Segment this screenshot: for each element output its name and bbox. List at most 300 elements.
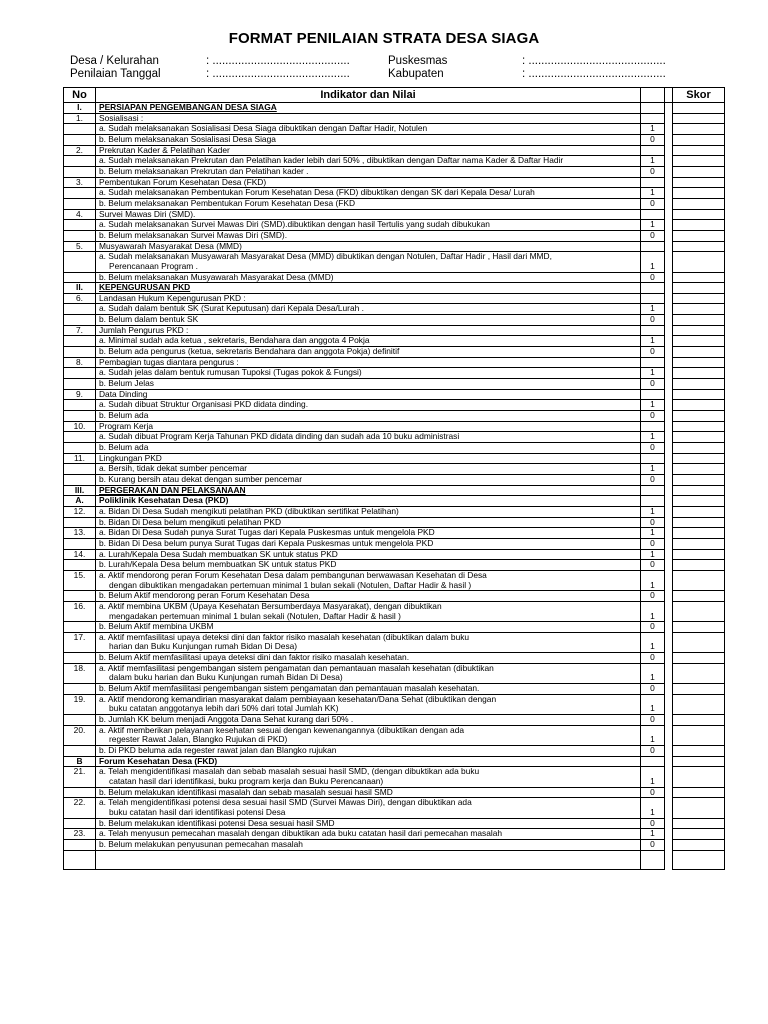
indicator-value: 0 bbox=[641, 653, 665, 664]
table-row bbox=[64, 220, 725, 231]
indicator-text: a. Sudah dibuat Struktur Organisasi PKD didata dinding. bbox=[99, 399, 309, 410]
indicator-value: 0 bbox=[641, 474, 665, 485]
table-header-row bbox=[64, 88, 725, 103]
indicator-value: 1 bbox=[641, 528, 665, 539]
indicator-cell bbox=[96, 663, 641, 683]
indicator-cell bbox=[96, 198, 641, 209]
indicator-value: 0 bbox=[641, 715, 665, 726]
indicator-value: 0 bbox=[641, 818, 665, 829]
indicator-cell bbox=[96, 767, 641, 787]
indicator-text: Musyawarah Masyarakat Desa (MMD) bbox=[99, 241, 242, 251]
row-number: 13. bbox=[64, 528, 96, 539]
page-title: FORMAT PENILAIAN STRATA DESA SIAGA bbox=[228, 30, 540, 47]
indicator-text: b. Belum ada pengurus (ketua, sekretaris Bendahara dan anggota Pokja) definitif bbox=[99, 346, 400, 357]
indicator-text: Survei Mawas Diri (SMD). bbox=[99, 209, 196, 219]
table-row bbox=[64, 283, 725, 294]
indicator-value: 1 bbox=[641, 570, 665, 590]
indicator-text: a. Sudah melaksanakan Survei Mawas Diri (SMD).dibuktikan dengan hasil Tertulis yang sudah dibukukan bbox=[99, 219, 490, 230]
column-gap bbox=[665, 379, 673, 390]
indicator-text: a. Telah mengidentifikasi potensi desa sesuai hasil SMD (Survei Mawas Diri), dengan dibuktikan ada bbox=[99, 797, 472, 808]
column-gap bbox=[665, 357, 673, 368]
column-gap bbox=[665, 622, 673, 633]
indicator-value: 0 bbox=[641, 315, 665, 326]
indicator-text: mengadakan pertemuan minimal 1 bulan sekali (Notulen, Daftar Hadir & hasil ) bbox=[109, 610, 401, 621]
column-gap bbox=[665, 464, 673, 475]
indicator-text: b. Jumlah KK belum menjadi Anggota Dana Sehat kurang dari 50% . bbox=[99, 714, 354, 725]
row-number bbox=[64, 304, 96, 315]
indicator-cell bbox=[96, 570, 641, 590]
indicator-cell bbox=[96, 432, 641, 443]
indicator-cell bbox=[96, 632, 641, 652]
column-gap bbox=[665, 443, 673, 454]
indicator-cell bbox=[96, 411, 641, 422]
column-gap bbox=[665, 485, 673, 496]
row-number bbox=[64, 538, 96, 549]
indicator-cell bbox=[96, 622, 641, 633]
score-cell[interactable] bbox=[673, 400, 725, 411]
indicator-cell bbox=[96, 560, 641, 571]
score-cell[interactable] bbox=[673, 283, 725, 294]
indicator-text: a. Aktif mendorong peran Forum Kesehatan Desa dalam pembangunan berwawasan Kesehatan di Desa bbox=[99, 570, 487, 580]
table-row bbox=[64, 787, 725, 798]
column-gap bbox=[665, 283, 673, 294]
column-gap bbox=[665, 787, 673, 798]
score-cell[interactable] bbox=[673, 315, 725, 326]
score-cell[interactable] bbox=[673, 103, 725, 114]
column-gap bbox=[665, 188, 673, 199]
table-row bbox=[64, 241, 725, 252]
row-number bbox=[64, 517, 96, 528]
column-gap bbox=[665, 325, 673, 336]
table-row bbox=[64, 145, 725, 156]
row-number: 15. bbox=[64, 570, 96, 590]
assessment-table bbox=[63, 87, 725, 870]
table-row bbox=[64, 601, 725, 621]
table-row bbox=[64, 230, 725, 241]
table-row bbox=[64, 134, 725, 145]
row-number bbox=[64, 464, 96, 475]
score-cell[interactable] bbox=[673, 560, 725, 571]
row-number bbox=[64, 379, 96, 390]
row-number bbox=[64, 474, 96, 485]
indicator-cell bbox=[96, 283, 641, 294]
row-number bbox=[64, 368, 96, 379]
indicator-text: dalam buku harian dan Buku Kunjungan rumah Bidan Di Desa) bbox=[109, 672, 343, 683]
indicator-value bbox=[641, 241, 665, 252]
row-number: 4. bbox=[64, 209, 96, 220]
indicator-text: a. Sudah melaksanakan Musyawarah Masyarakat Desa (MMD) dibuktikan dengan Notulen, Daftar Hadir , Hasil dari MMD, bbox=[99, 251, 552, 262]
indicator-text: a. Telah menyusun pemecahan masalah dengan dibuktikan ada buku catatan hasil dari pemecahan masalah bbox=[99, 828, 503, 839]
score-cell[interactable] bbox=[673, 113, 725, 124]
row-number: 23. bbox=[64, 829, 96, 840]
score-cell[interactable] bbox=[673, 272, 725, 283]
indicator-cell bbox=[96, 103, 641, 114]
row-number bbox=[64, 220, 96, 231]
indicator-cell bbox=[96, 315, 641, 326]
column-gap bbox=[665, 198, 673, 209]
row-number: 17. bbox=[64, 632, 96, 652]
score-cell[interactable] bbox=[673, 209, 725, 220]
score-cell[interactable] bbox=[673, 746, 725, 757]
score-cell[interactable] bbox=[673, 798, 725, 818]
indicator-value bbox=[641, 453, 665, 464]
score-cell[interactable] bbox=[673, 156, 725, 167]
indicator-value: 0 bbox=[641, 517, 665, 528]
score-cell[interactable] bbox=[673, 220, 725, 231]
indicator-cell bbox=[96, 549, 641, 560]
column-gap bbox=[665, 850, 673, 869]
table-row bbox=[64, 485, 725, 496]
score-cell[interactable] bbox=[673, 694, 725, 714]
row-number bbox=[64, 124, 96, 135]
score-cell[interactable] bbox=[673, 421, 725, 432]
indicator-text: a. Sudah dalam bentuk SK (Surat Keputusan) dari Kepala Desa/Lurah . bbox=[99, 303, 364, 314]
score-cell[interactable] bbox=[673, 241, 725, 252]
indicator-value: 0 bbox=[641, 347, 665, 358]
row-number bbox=[64, 715, 96, 726]
row-number bbox=[64, 252, 96, 272]
score-cell[interactable] bbox=[673, 432, 725, 443]
indicator-value bbox=[641, 756, 665, 767]
column-gap bbox=[665, 103, 673, 114]
row-number: 7. bbox=[64, 325, 96, 336]
score-cell[interactable] bbox=[673, 368, 725, 379]
indicator-text: b. Di PKD beluma ada regester rawat jalan dan Blangko rujukan bbox=[99, 745, 337, 756]
column-gap bbox=[665, 767, 673, 787]
row-number bbox=[64, 787, 96, 798]
table-row bbox=[64, 715, 725, 726]
score-cell[interactable] bbox=[673, 538, 725, 549]
table-row bbox=[64, 421, 725, 432]
indicator-cell bbox=[96, 379, 641, 390]
indicator-text: b. Belum melakukan identifikasi potensi Desa sesuai hasil SMD bbox=[99, 818, 335, 828]
row-number: III. bbox=[64, 485, 96, 496]
indicator-text: b. Belum Jelas bbox=[99, 378, 154, 389]
indicator-text: Sosialisasi : bbox=[99, 113, 144, 123]
table-row bbox=[64, 839, 725, 850]
table-row bbox=[64, 400, 725, 411]
row-number bbox=[64, 400, 96, 411]
indicator-text: Jumlah Pengurus PKD : bbox=[99, 325, 189, 335]
indicator-text: a. Lurah/Kepala Desa Sudah membuatkan SK untuk status PKD bbox=[99, 549, 338, 559]
indicator-value: 1 bbox=[641, 632, 665, 652]
indicator-value: 0 bbox=[641, 166, 665, 177]
indicator-text: Perencanaan Program . bbox=[109, 260, 198, 271]
indicator-cell bbox=[96, 325, 641, 336]
indicator-cell bbox=[96, 538, 641, 549]
table-row bbox=[64, 756, 725, 767]
column-gap bbox=[665, 715, 673, 726]
table-row bbox=[64, 103, 725, 114]
score-cell[interactable] bbox=[673, 252, 725, 272]
indicator-text: a. Sudah melaksanakan Pembentukan Forum Kesehatan Desa (FKD) dibuktikan dengan SK dari Kepala Desa/ Lurah bbox=[99, 187, 535, 198]
table-row bbox=[64, 304, 725, 315]
indicator-cell bbox=[96, 347, 641, 358]
score-cell[interactable] bbox=[673, 591, 725, 602]
table-row bbox=[64, 725, 725, 745]
indicator-value: 0 bbox=[641, 538, 665, 549]
score-cell[interactable] bbox=[673, 528, 725, 539]
score-cell[interactable] bbox=[673, 632, 725, 652]
table-row bbox=[64, 560, 725, 571]
row-number: II. bbox=[64, 283, 96, 294]
indicator-value: 1 bbox=[641, 220, 665, 231]
score-cell[interactable] bbox=[673, 474, 725, 485]
indicator-cell bbox=[96, 230, 641, 241]
row-number: 6. bbox=[64, 293, 96, 304]
score-cell[interactable] bbox=[673, 453, 725, 464]
row-number: 21. bbox=[64, 767, 96, 787]
score-cell[interactable] bbox=[673, 336, 725, 347]
score-cell[interactable] bbox=[673, 347, 725, 358]
score-cell[interactable] bbox=[673, 787, 725, 798]
score-cell[interactable] bbox=[673, 517, 725, 528]
table-row bbox=[64, 591, 725, 602]
table-row bbox=[64, 347, 725, 358]
indicator-cell bbox=[96, 241, 641, 252]
indicator-cell bbox=[96, 517, 641, 528]
indicator-value: 1 bbox=[641, 464, 665, 475]
score-cell[interactable] bbox=[673, 443, 725, 454]
indicator-text: dengan dibuktikan mengadakan pertemuan minimal 1 bulan sekali (Notulen, Daftar Hadir & hasil ) bbox=[109, 579, 472, 590]
column-gap bbox=[665, 829, 673, 840]
indicator-text: b. Belum melakukan identifikasi masalah dan sebab masalah sesuai hasil SMD bbox=[99, 787, 393, 797]
indicator-text: b. Belum melaksanakan Survei Mawas Diri (SMD). bbox=[99, 230, 288, 240]
table-row bbox=[64, 474, 725, 485]
score-cell[interactable] bbox=[673, 506, 725, 517]
column-gap bbox=[665, 798, 673, 818]
indicator-text: Pembentukan Forum Kesehatan Desa (FKD) bbox=[99, 177, 267, 187]
row-number: 10. bbox=[64, 421, 96, 432]
column-gap bbox=[665, 818, 673, 829]
indicator-text: b. Bidan Di Desa belum mengikuti pelatihan PKD bbox=[99, 517, 282, 527]
score-cell[interactable] bbox=[673, 325, 725, 336]
indicator-text: a. Aktif memfasilitasi pengembangan sistem pengamatan dan pemantauan masalah kesehatan (dibuktikan bbox=[99, 663, 494, 673]
indicator-text: b. Belum Aktif memfasilitasi upaya deteksi dini dan faktor risiko masalah kesehatan. bbox=[99, 652, 410, 663]
score-cell[interactable] bbox=[673, 496, 725, 507]
score-cell[interactable] bbox=[673, 145, 725, 156]
column-header-score: Skor bbox=[673, 88, 725, 103]
indicator-text: KEPENGURUSAN PKD bbox=[99, 282, 191, 293]
score-cell[interactable] bbox=[673, 485, 725, 496]
score-cell[interactable] bbox=[673, 818, 725, 829]
row-number bbox=[64, 336, 96, 347]
score-cell[interactable] bbox=[673, 389, 725, 400]
indicator-text: a. Sudah jelas dalam bentuk rumusan Tupoksi (Tugas pokok & Fungsi) bbox=[99, 367, 362, 378]
score-cell[interactable] bbox=[673, 756, 725, 767]
indicator-value bbox=[641, 325, 665, 336]
indicator-text: buku catatan hasil dari identifikasi potensi Desa bbox=[109, 806, 286, 817]
row-number bbox=[64, 432, 96, 443]
indicator-cell bbox=[96, 421, 641, 432]
score-cell[interactable] bbox=[673, 188, 725, 199]
row-number: 2. bbox=[64, 145, 96, 156]
label-desa-kelurahan: Desa / Kelurahan bbox=[70, 55, 159, 67]
row-number: 22. bbox=[64, 798, 96, 818]
indicator-text: a. Sudah dibuat Program Kerja Tahunan PKD didata dinding dan sudah ada 10 buku administrasi bbox=[99, 431, 460, 442]
indicator-text: a. Sudah melaksanakan Prekrutan dan Pelatihan kader lebih dari 50% , dibuktikan dengan Daftar nama Kader & Daftar Hadir bbox=[99, 155, 564, 166]
label-penilaian-tanggal: Penilaian Tanggal bbox=[70, 68, 161, 80]
indicator-value: 1 bbox=[641, 368, 665, 379]
indicator-text: a. Telah mengidentifikasi masalah dan sebab masalah sesuai hasil SMD, (dengan dibuktikan ada buku bbox=[99, 766, 480, 777]
indicator-value bbox=[641, 389, 665, 400]
indicator-text: b. Belum Aktif membina UKBM bbox=[99, 621, 214, 632]
indicator-text: b. Belum ada bbox=[99, 410, 149, 421]
table-row bbox=[64, 432, 725, 443]
indicator-value: 1 bbox=[641, 336, 665, 347]
row-number: A. bbox=[64, 496, 96, 507]
row-number: 20. bbox=[64, 725, 96, 745]
column-gap bbox=[665, 517, 673, 528]
table-row bbox=[64, 653, 725, 664]
score-cell[interactable] bbox=[673, 850, 725, 869]
table-row bbox=[64, 357, 725, 368]
table-row bbox=[64, 156, 725, 167]
indicator-cell bbox=[96, 684, 641, 695]
indicator-text: catatan hasil dari identifikasi, buku program kerja dan Buku Perencanaan) bbox=[109, 776, 384, 786]
score-cell[interactable] bbox=[673, 304, 725, 315]
table-row bbox=[64, 663, 725, 683]
score-cell[interactable] bbox=[673, 725, 725, 745]
indicator-text: b. Belum melaksanakan Prekrutan dan Pelatihan kader . bbox=[99, 166, 309, 176]
indicator-value: 1 bbox=[641, 549, 665, 560]
row-number bbox=[64, 622, 96, 633]
score-cell[interactable] bbox=[673, 411, 725, 422]
column-gap bbox=[665, 684, 673, 695]
score-cell[interactable] bbox=[673, 166, 725, 177]
row-number: 14. bbox=[64, 549, 96, 560]
indicator-value: 1 bbox=[641, 400, 665, 411]
score-cell[interactable] bbox=[673, 134, 725, 145]
score-cell[interactable] bbox=[673, 715, 725, 726]
row-number bbox=[64, 315, 96, 326]
indicator-text: a. Bersih, tidak dekat sumber pencemar bbox=[99, 463, 248, 474]
score-cell[interactable] bbox=[673, 549, 725, 560]
indicator-value: 0 bbox=[641, 839, 665, 850]
score-cell[interactable] bbox=[673, 379, 725, 390]
column-gap bbox=[665, 453, 673, 464]
value-penilaian-tanggal: : ........................................... bbox=[206, 68, 350, 80]
table-row bbox=[64, 506, 725, 517]
table-row bbox=[64, 411, 725, 422]
value-kabupaten: : ........................................... bbox=[522, 68, 666, 80]
indicator-value bbox=[641, 145, 665, 156]
column-gap bbox=[665, 315, 673, 326]
indicator-cell bbox=[96, 839, 641, 850]
indicator-text: a. Aktif memfasilitasi upaya deteksi dini dan faktor risiko masalah kesehatan (dibuktikan dalam buku bbox=[99, 632, 470, 642]
score-cell[interactable] bbox=[673, 653, 725, 664]
row-number bbox=[64, 818, 96, 829]
score-cell[interactable] bbox=[673, 230, 725, 241]
table-row bbox=[64, 632, 725, 652]
indicator-value: 1 bbox=[641, 506, 665, 517]
indicator-cell bbox=[96, 496, 641, 507]
score-cell[interactable] bbox=[673, 622, 725, 633]
indicator-value: 1 bbox=[641, 601, 665, 621]
indicator-value: 1 bbox=[641, 188, 665, 199]
score-cell[interactable] bbox=[673, 357, 725, 368]
indicator-value: 1 bbox=[641, 252, 665, 272]
indicator-value: 1 bbox=[641, 432, 665, 443]
score-cell[interactable] bbox=[673, 839, 725, 850]
table-row bbox=[64, 188, 725, 199]
indicator-value: 1 bbox=[641, 156, 665, 167]
score-cell[interactable] bbox=[673, 464, 725, 475]
column-gap bbox=[665, 166, 673, 177]
table-row bbox=[64, 517, 725, 528]
column-gap bbox=[665, 88, 673, 103]
column-header-indicator: Indikator dan Nilai bbox=[96, 88, 641, 103]
indicator-value: 0 bbox=[641, 746, 665, 757]
row-number bbox=[64, 188, 96, 199]
row-number bbox=[64, 347, 96, 358]
indicator-text: harian dan Buku Kunjungan rumah Bidan Di Desa) bbox=[109, 641, 298, 652]
indicator-cell bbox=[96, 474, 641, 485]
column-gap bbox=[665, 432, 673, 443]
score-cell[interactable] bbox=[673, 663, 725, 683]
indicator-text: b. Bidan Di Desa belum punya Surat Tugas dari Kepala Puskesmas untuk mengelola PKD bbox=[99, 538, 434, 548]
score-cell[interactable] bbox=[673, 684, 725, 695]
indicator-cell bbox=[96, 389, 641, 400]
label-kabupaten: Kabupaten bbox=[388, 68, 444, 80]
row-number bbox=[64, 746, 96, 757]
column-gap bbox=[665, 421, 673, 432]
form-header bbox=[70, 55, 710, 83]
column-gap bbox=[665, 694, 673, 714]
row-number bbox=[64, 653, 96, 664]
column-gap bbox=[665, 336, 673, 347]
table-row bbox=[64, 209, 725, 220]
score-cell[interactable] bbox=[673, 601, 725, 621]
indicator-value: 0 bbox=[641, 443, 665, 454]
score-cell[interactable] bbox=[673, 177, 725, 188]
table-row bbox=[64, 336, 725, 347]
score-cell[interactable] bbox=[673, 293, 725, 304]
row-number bbox=[64, 684, 96, 695]
score-cell[interactable] bbox=[673, 198, 725, 209]
table-row bbox=[64, 443, 725, 454]
score-cell[interactable] bbox=[673, 767, 725, 787]
indicator-cell bbox=[96, 357, 641, 368]
row-number: 3. bbox=[64, 177, 96, 188]
column-gap bbox=[665, 400, 673, 411]
indicator-text: a. Aktif memberikan pelayanan kesehatan sesuai dengan kewenangannya (dibuktikan dengan ada bbox=[99, 725, 465, 735]
column-gap bbox=[665, 663, 673, 683]
row-number: 9. bbox=[64, 389, 96, 400]
row-number bbox=[64, 230, 96, 241]
column-gap bbox=[665, 272, 673, 283]
column-gap bbox=[665, 506, 673, 517]
column-gap bbox=[665, 113, 673, 124]
indicator-cell bbox=[96, 464, 641, 475]
column-gap bbox=[665, 389, 673, 400]
score-cell[interactable] bbox=[673, 124, 725, 135]
table-row bbox=[64, 252, 725, 272]
indicator-value: 0 bbox=[641, 787, 665, 798]
column-gap bbox=[665, 653, 673, 664]
table-row bbox=[64, 293, 725, 304]
indicator-cell bbox=[96, 124, 641, 135]
indicator-value: 0 bbox=[641, 622, 665, 633]
table-row bbox=[64, 315, 725, 326]
score-cell[interactable] bbox=[673, 829, 725, 840]
indicator-text: Pembagian tugas diantara pengurus : bbox=[99, 357, 239, 367]
indicator-text: b. Belum melaksanakan Musyawarah Masyarakat Desa (MMD) bbox=[99, 272, 334, 282]
table-row bbox=[64, 389, 725, 400]
score-cell[interactable] bbox=[673, 570, 725, 590]
indicator-cell bbox=[96, 601, 641, 621]
table-row bbox=[64, 198, 725, 209]
